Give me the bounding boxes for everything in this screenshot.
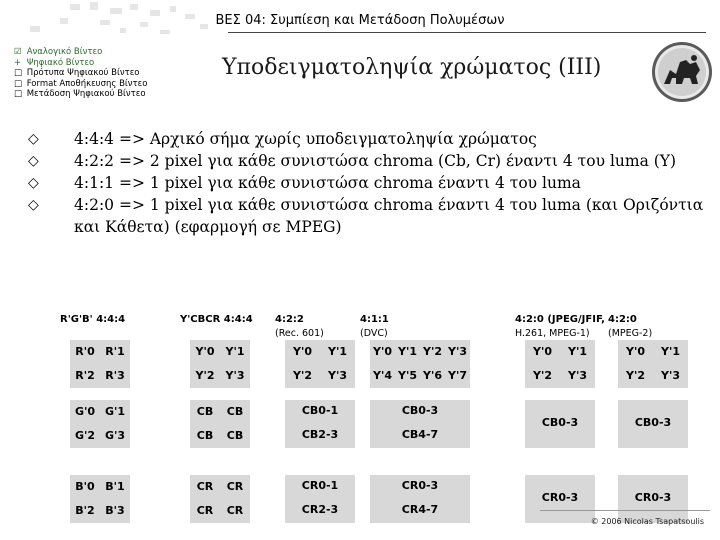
bullet-text: 4:2:0 => 1 pixel για κάθε συνιστώσα chroma έναντι 4 του luma (και Οριζόντια και Κάθετα) (εφαρμογή σε MPEG): [74, 196, 704, 236]
sample-label: CB: [226, 429, 244, 442]
nav-item: [14, 79, 147, 90]
sample-label: R'2: [75, 369, 95, 382]
luma-sample-label: Y'1: [661, 345, 680, 358]
copyright-notice: © 2006 Nicolas Tsapatsoulis: [590, 517, 704, 526]
luma-sample-label: Y'0: [373, 345, 392, 358]
chroma-sample-label: CR0-3: [541, 491, 579, 504]
sample-label: CR: [196, 480, 214, 493]
chroma-sample-label: CR0-3: [401, 479, 439, 492]
slide-title: Υποδειγματοληψία χρώματος (ΙΙΙ): [222, 55, 602, 80]
luma-sample-label: Y'1: [398, 345, 417, 358]
column-heading: R'G'B' 4:4:4: [60, 314, 126, 325]
luma-sample-label: Y'3: [568, 369, 587, 382]
nav-item: [14, 89, 147, 100]
chroma-sample-label: CB0-3: [401, 404, 439, 417]
luma-sample-label: Y'5: [398, 369, 417, 382]
column-heading: 4:2:0 (JPEG/JFIF,: [515, 314, 605, 325]
nav-item-label: Format Αποθήκευσης Βίντεο: [26, 78, 148, 89]
column-subheading: H.261, MPEG-1): [515, 328, 590, 339]
luma-sample-label: Y'1: [328, 345, 347, 358]
nav-item-label: Ψηφιακό Βίντεο: [26, 57, 95, 68]
nav-item-label: Μετάδοση Ψηφιακού Βίντεο: [26, 89, 146, 99]
chroma-sample-label: CB0-3: [634, 416, 672, 429]
sample-label: R'3: [105, 369, 125, 382]
nav-item: [14, 58, 147, 69]
nav-item: [14, 68, 147, 79]
column-subheading: (MPEG-2): [608, 328, 653, 339]
luma-sample-label: Y'0: [293, 345, 312, 358]
sample-label: B'3: [105, 504, 125, 517]
diamond-bullet-icon: ◇: [28, 153, 39, 169]
luma-sample-label: Y'3: [448, 345, 467, 358]
column-subheading: (DVC): [360, 328, 388, 339]
diamond-bullet-icon: ◇: [28, 131, 39, 147]
luma-sample-label: Y'2: [533, 369, 552, 382]
chroma-sample-label: CB4-7: [401, 428, 439, 441]
chroma-sample-label: CB0-1: [301, 404, 339, 417]
sample-label: CB: [226, 405, 244, 418]
university-seal-logo: [650, 40, 714, 104]
chroma-sample-label: CB2-3: [301, 428, 339, 441]
column-heading: 4:2:0: [608, 314, 637, 325]
luma-sample-label: Y'2: [293, 369, 312, 382]
plus-icon: +: [14, 57, 22, 68]
column-heading: 4:2:2: [275, 314, 304, 325]
chroma-sample-label: CR4-7: [401, 503, 439, 516]
bullet-text: 4:4:4 => Αρχικό σήμα χωρίς υποδειγματοληψία χρώματος: [74, 130, 537, 148]
bullet-list: [28, 128, 708, 238]
sample-label: B'0: [75, 480, 95, 493]
bullet-item: [28, 172, 708, 194]
bullet-item: [28, 150, 708, 172]
bullet-text: 4:1:1 => 1 pixel για κάθε συνιστώσα chroma έναντι 4 του luma: [74, 174, 581, 192]
sample-label: G'1: [104, 405, 126, 418]
sample-label: CB: [196, 405, 214, 418]
luma-sample-label: Y'4: [373, 369, 392, 382]
sample-label: CB: [196, 429, 214, 442]
chroma-sample-label: CB0-3: [541, 416, 579, 429]
sample-label: Y'2: [195, 369, 215, 382]
nav-item-label: Πρότυπα Ψηφιακού Βίντεο: [26, 68, 140, 78]
diamond-bullet-icon: ◇: [28, 175, 39, 191]
diamond-bullet-icon: ◇: [28, 197, 39, 213]
sample-label: B'1: [105, 480, 125, 493]
luma-sample-label: Y'1: [568, 345, 587, 358]
luma-sample-label: Y'0: [626, 345, 645, 358]
luma-sample-label: Y'3: [328, 369, 347, 382]
luma-sample-label: Y'7: [448, 369, 467, 382]
sample-label: CR: [226, 504, 244, 517]
sample-label: CR: [226, 480, 244, 493]
sample-label: G'0: [74, 405, 96, 418]
sample-label: Y'0: [195, 345, 215, 358]
sample-label: G'3: [104, 429, 126, 442]
checkbox-empty-icon: □: [14, 68, 23, 78]
column-heading: 4:1:1: [360, 314, 389, 325]
bullet-text: 4:2:2 => 2 pixel για κάθε συνιστώσα chroma (Cb, Cr) έναντι 4 του luma (Y): [74, 152, 677, 170]
sample-label: Y'1: [225, 345, 245, 358]
checkbox-empty-icon: □: [14, 89, 23, 99]
luma-sample-label: Y'2: [423, 345, 442, 358]
bullet-item: [28, 128, 708, 150]
sample-label: R'1: [105, 345, 125, 358]
column-heading: Y'CBCR 4:4:4: [180, 314, 253, 325]
sample-label: B'2: [75, 504, 95, 517]
luma-sample-label: Y'6: [423, 369, 442, 382]
luma-sample-label: Y'2: [626, 369, 645, 382]
chroma-sample-label: CR0-1: [301, 479, 339, 492]
chroma-subsampling-figure: [60, 310, 720, 520]
checkbox-checked-icon: ☑: [14, 47, 22, 57]
checkbox-empty-icon: □: [14, 78, 23, 89]
header-divider: [228, 32, 706, 33]
course-header: ΒΕΣ 04: Συμπίεση και Μετάδοση Πολυμέσων: [215, 13, 505, 28]
chroma-sample-label: CR2-3: [301, 503, 339, 516]
footer-divider: [540, 510, 710, 511]
chroma-sample-label: CR0-3: [634, 491, 672, 504]
nav-item-label: Αναλογικό Βίντεο: [26, 47, 103, 57]
sample-label: G'2: [74, 429, 96, 442]
luma-sample-label: Y'0: [533, 345, 552, 358]
sample-label: R'0: [75, 345, 95, 358]
luma-sample-label: Y'3: [661, 369, 680, 382]
bullet-item: [28, 194, 708, 238]
sample-label: Y'3: [225, 369, 245, 382]
section-navigation: [14, 47, 147, 100]
nav-item: [14, 47, 147, 58]
sample-label: CR: [196, 504, 214, 517]
column-subheading: (Rec. 601): [275, 328, 324, 339]
